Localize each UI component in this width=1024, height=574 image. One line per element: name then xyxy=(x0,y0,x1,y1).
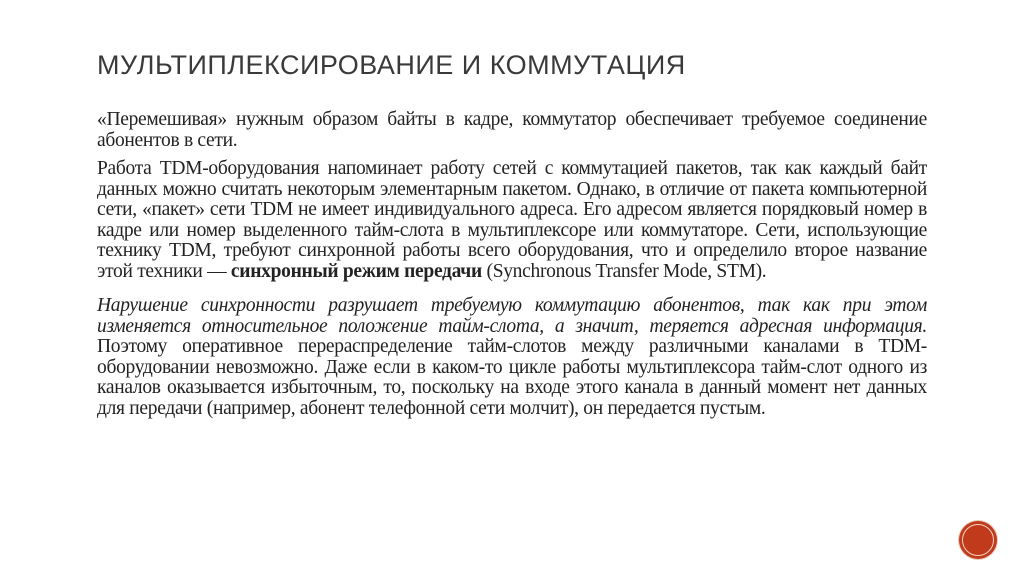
paragraph-3-italic: Нарушение синхронности разрушает требуемую коммутацию абонентов, так как при этом изменяется относительное положение тайм-слота, а значит, теряется адресная информация. xyxy=(97,295,927,337)
paragraph-2-text-b: (Synchronous Transfer Mode, STM). xyxy=(481,260,767,282)
slide-body xyxy=(97,110,927,427)
paragraph-3 xyxy=(97,296,927,419)
paragraph-3-text: Поэтому оперативное перераспределение тайм-слотов между различными каналами в TDM-оборудовании невозможно. Даже если в каком-то цикле работы мультиплексора тайм-слот одного из каналов оказывается избыточным, то, поскольку на входе этого канала в данный момент нет данных для передачи (например, абонент телефонной сети молчит), он передается пустым. xyxy=(97,336,927,419)
slide-title: МУЛЬТИПЛЕКСИРОВАНИЕ И КОММУТАЦИЯ xyxy=(97,50,686,80)
paragraph-1: «Перемешивая» нужным образом байты в кадре, коммутатор обеспечивает требуемое соединение абонентов в сети. xyxy=(97,109,927,151)
paragraph-2 xyxy=(97,159,927,282)
paragraph-2-bold: синхронный режим передачи xyxy=(230,260,482,282)
decorative-circle-icon xyxy=(959,521,997,559)
paragraph-2-text-a: Работа TDM-оборудования напоминает работу сетей с коммутацией пакетов, так как каждый байт данных можно считать некоторым элементарным пакетом. Однако, в отличие от пакета компьютерной сети, «пакет» сети TDM не имеет индивидуального адреса. Его адресом является порядковый номер в кадре или номер выделенного тайм-слота в мультиплексоре или коммутаторе. Сети, использующие технику TDM, требуют синхронной работы всего оборудования, что и определило второе название этой техники — xyxy=(97,158,927,282)
